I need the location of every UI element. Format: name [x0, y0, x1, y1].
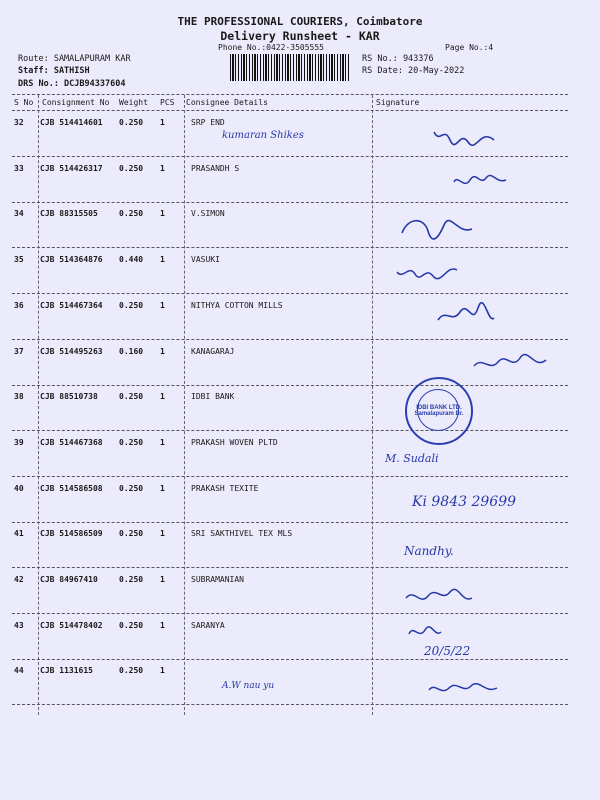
signature-scribble: [470, 350, 550, 378]
row-pcs: 1: [160, 209, 165, 219]
row-consignee: IDBI BANK: [191, 392, 235, 402]
row-weight: 0.250: [119, 437, 144, 447]
row-divider: [12, 613, 568, 614]
table-row: [0, 209, 600, 255]
row-consignee: VASUKI: [191, 255, 220, 265]
table-row: [0, 621, 600, 667]
row-consignment-no: CJB 88315505: [40, 209, 98, 219]
table-row: [0, 301, 600, 347]
row-consignment-no: CJB 514467364: [40, 300, 103, 310]
table-row: [0, 438, 600, 484]
row-pcs: 1: [160, 255, 165, 265]
row-divider: [12, 293, 568, 294]
rs-date: RS Date: 20-May-2022: [362, 66, 465, 76]
row-consignee: SARANYA: [191, 620, 225, 630]
col-header-consignment: Consignment No: [42, 98, 110, 107]
signature-scribble: [398, 215, 478, 245]
row-consignee: PRAKASH TEXITE: [191, 483, 259, 493]
staff-label: Staff: SATHISH: [18, 66, 90, 76]
row-divider: [12, 659, 568, 660]
handwritten-note: A.W nau yu: [222, 681, 275, 691]
table-row: [0, 164, 600, 210]
signature-scribble: [430, 122, 500, 150]
row-sno: 35: [14, 255, 24, 265]
col-header-signature: Signature: [376, 98, 420, 107]
row-consignee: PRASANDH S: [191, 163, 240, 173]
row-weight: 0.250: [119, 620, 144, 630]
row-consignment-no: CJB 514426317: [40, 163, 103, 173]
signature-scribble: [450, 170, 510, 192]
row-weight: 0.250: [119, 163, 144, 173]
row-consignment-no: CJB 1131615: [40, 666, 93, 676]
row-pcs: 1: [160, 437, 165, 447]
row-consignee: V.SIMON: [191, 209, 225, 219]
row-pcs: 1: [160, 620, 165, 630]
row-sno: 36: [14, 300, 24, 310]
row-divider: [12, 476, 568, 477]
row-divider: [12, 202, 568, 203]
row-consignment-no: CJB 84967410: [40, 575, 98, 584]
drs-number: DRS No.: DCJB94337604: [18, 79, 126, 89]
row-sno: 38: [14, 392, 24, 402]
row-pcs: 1: [160, 575, 165, 584]
signature-scribble: [405, 620, 445, 644]
row-weight: 0.250: [119, 209, 144, 219]
company-name: THE PROFESSIONAL COURIERS, Coimbatore: [177, 15, 423, 28]
handwritten-signature: Ki 9843 29699: [412, 494, 517, 510]
row-consignee: SRP END: [191, 118, 225, 127]
row-weight: 0.250: [119, 483, 144, 493]
signature-scribble: [402, 584, 476, 610]
row-consignment-no: CJB 514478402: [40, 620, 103, 630]
row-pcs: 1: [160, 666, 165, 676]
row-pcs: 1: [160, 163, 165, 173]
table-row: [0, 575, 600, 621]
handwritten-signature: M. Sudali: [385, 452, 439, 465]
row-sno: 43: [14, 620, 24, 630]
row-consignee: PRAKASH WOVEN PLTD: [191, 437, 278, 447]
row-weight: 0.250: [119, 529, 144, 539]
row-sno: 34: [14, 209, 24, 219]
handwritten-date: 20/5/22: [424, 644, 471, 658]
row-divider: [12, 385, 568, 386]
bank-stamp: [405, 377, 473, 445]
route-label: Route: SAMALAPURAM KAR: [18, 54, 131, 64]
row-consignment-no: CJB 88510738: [40, 392, 98, 402]
header-divider-bottom: [12, 110, 568, 111]
table-row: [0, 255, 600, 301]
row-pcs: 1: [160, 483, 165, 493]
row-weight: 0.250: [119, 118, 144, 127]
row-consignee: KANAGARAJ: [191, 346, 235, 356]
row-weight: 0.250: [119, 300, 144, 310]
signature-scribble: [425, 678, 501, 700]
row-consignment-no: CJB 514495263: [40, 346, 103, 356]
col-header-weight: Weight: [119, 98, 148, 107]
row-consignee: NITHYA COTTON MILLS: [191, 300, 283, 310]
row-consignment-no: CJB 514586508: [40, 483, 103, 493]
row-pcs: 1: [160, 529, 165, 539]
barcode-image: [230, 54, 350, 81]
row-pcs: 1: [160, 346, 165, 356]
row-consignment-no: CJB 514467368: [40, 437, 103, 447]
table-row: [0, 118, 600, 164]
row-consignment-no: CJB 514414601: [40, 118, 103, 127]
row-divider: [12, 156, 568, 157]
row-consignee: SUBRAMANIAN: [191, 575, 244, 584]
col-header-sno: S No: [14, 98, 34, 107]
row-weight: 0.250: [119, 392, 144, 402]
row-consignee: SRI SAKTHIVEL TEX MLS: [191, 529, 293, 539]
row-sno: 44: [14, 666, 24, 676]
row-sno: 32: [14, 118, 24, 127]
row-weight: 0.160: [119, 346, 144, 356]
row-sno: 37: [14, 346, 24, 356]
row-sno: 42: [14, 575, 24, 584]
page-number: Page No.:4: [445, 43, 494, 52]
handwritten-note: kumaran Shikes: [222, 130, 304, 141]
header-divider-top: [12, 94, 568, 95]
row-pcs: 1: [160, 392, 165, 402]
row-divider: [12, 430, 568, 431]
row-divider: [12, 704, 568, 705]
row-consignment-no: CJB 514364876: [40, 255, 103, 265]
phone-number: Phone No.:0422-3505555: [218, 43, 324, 52]
col-header-pcs: PCS: [160, 98, 175, 107]
table-row: [0, 666, 600, 712]
col-header-consignee: Consignee Details: [186, 98, 268, 107]
row-weight: 0.250: [119, 575, 144, 584]
runsheet-title: Delivery Runsheet - KAR: [220, 29, 380, 43]
table-row: [0, 392, 600, 438]
row-pcs: 1: [160, 300, 165, 310]
row-weight: 0.440: [119, 255, 144, 265]
row-sno: 39: [14, 437, 24, 447]
row-sno: 41: [14, 529, 24, 539]
handwritten-signature: Nandhy.: [404, 544, 454, 558]
rs-number: RS No.: 943376: [362, 54, 434, 64]
signature-scribble: [434, 302, 498, 330]
row-divider: [12, 339, 568, 340]
row-divider: [12, 247, 568, 248]
row-weight: 0.250: [119, 666, 144, 676]
row-consignment-no: CJB 514586509: [40, 529, 103, 539]
signature-scribble: [393, 258, 463, 284]
row-sno: 40: [14, 483, 24, 493]
row-pcs: 1: [160, 118, 165, 127]
row-divider: [12, 522, 568, 523]
row-divider: [12, 567, 568, 568]
table-row: [0, 529, 600, 575]
row-sno: 33: [14, 163, 24, 173]
stamp-text: IDBI BANK LTD. Samalapuram Br.: [414, 405, 464, 417]
